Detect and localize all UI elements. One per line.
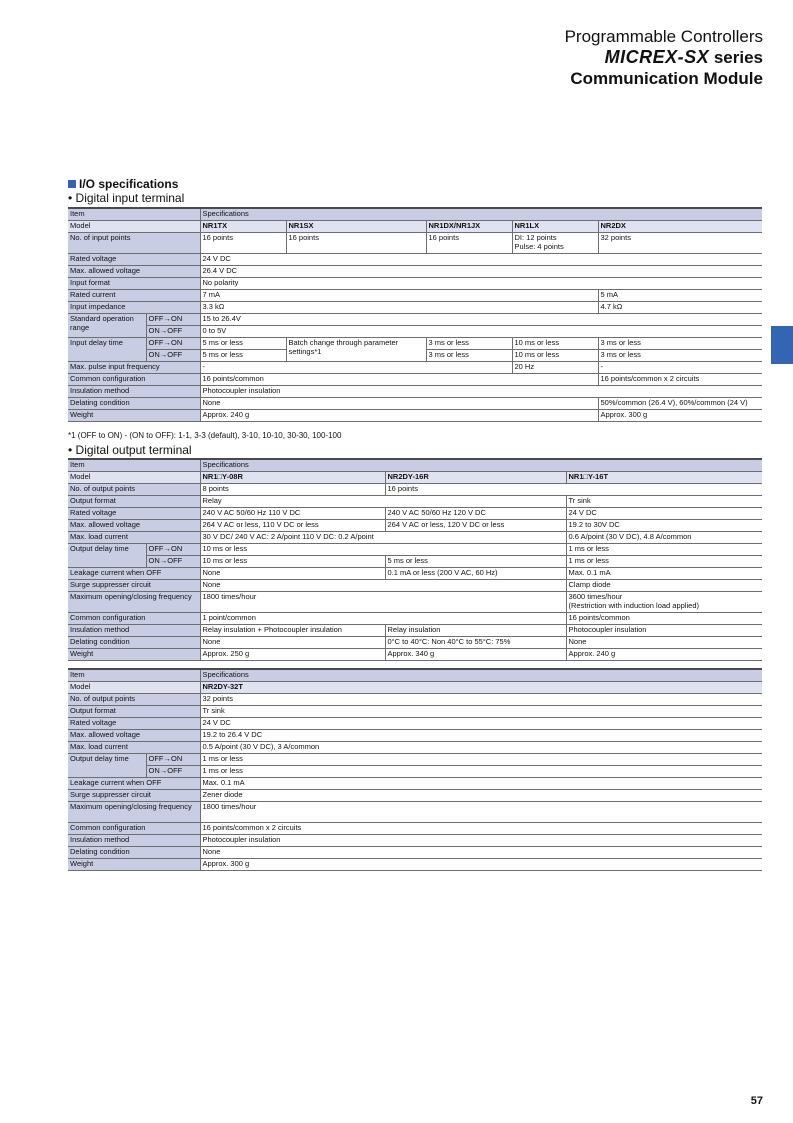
value-cell: 50%/common (26.4 V), 60%/common (24 V) [598,398,762,410]
value-cell: 1 point/common [200,613,566,625]
table-row [68,302,762,314]
model-cell: NR1SX [286,221,426,233]
digital-output-table [68,458,762,661]
value-cell: 4.7 kΩ [598,302,762,314]
table-row [68,718,762,730]
table-row [68,496,762,508]
value-cell: 3.3 kΩ [200,302,598,314]
value-cell: Tr sink [566,496,762,508]
row-label: No. of output points [68,694,200,706]
value-cell: 10 ms or less [512,338,598,350]
value-cell: Clamp diode [566,580,762,592]
value-cell: 0.6 A/point (30 V DC), 4.8 A/common [566,532,762,544]
row-label: Input format [68,278,200,290]
value-cell: 10 ms or less [512,350,598,362]
row-label: Model [68,682,200,694]
value-cell: Relay insulation [385,625,566,637]
model-cell: NR1DX/NR1JX [426,221,512,233]
value-cell: 5 ms or less [200,350,286,362]
digital-input-title: • Digital input terminal [68,191,185,205]
table-row [68,742,762,754]
value-cell: 32 points [598,233,762,254]
row-label: Output format [68,496,200,508]
table-row [68,508,762,520]
value-cell: Max. 0.1 mA [200,778,762,790]
table-row [68,290,762,302]
table-row [68,233,762,254]
table-row [68,730,762,742]
row-label: Model [68,221,200,233]
value-cell: 5 mA [598,290,762,302]
row-label: Max. allowed voltage [68,266,200,278]
value-cell: 26.4 V DC [200,266,762,278]
value-cell: 0.5 A/point (30 V DC), 3 A/common [200,742,762,754]
row-label: Standard operation range [68,314,146,338]
value-cell: None [566,637,762,649]
value-cell: 10 ms or less [200,544,566,556]
value-cell: Approx. 300 g [598,410,762,422]
row-label: Maximum opening/closing frequency [68,592,200,613]
table-row [68,613,762,625]
value-cell: 16 points/common x 2 circuits [200,823,762,835]
row-label: Max. load current [68,742,200,754]
row-label: Model [68,472,200,484]
table-row [68,778,762,790]
row-label: No. of input points [68,233,200,254]
value-cell: Relay insulation + Photocoupler insulation [200,625,385,637]
spec-header: Specifications [200,459,762,472]
value-cell: 8 points [200,484,385,496]
value-cell: Relay [200,496,566,508]
row-label: No. of output points [68,484,200,496]
brand-logo: MICREX-SX [604,47,710,67]
section-square-icon [68,180,76,188]
header-category: Programmable Controllers [564,27,763,46]
digital-output-table-32t [68,668,762,871]
value-cell: 3 ms or less [426,338,512,350]
value-line: Pulse: 4 points [514,241,564,251]
value-cell: 16 points/common [566,613,762,625]
value-cell: 19.2 to 26.4 V DC [200,730,762,742]
table-row [68,254,762,266]
value-cell: None [200,398,598,410]
table-row [68,472,762,484]
row-label: Weight [68,859,200,871]
table-row [68,484,762,496]
table-row [68,568,762,580]
table-row [68,208,762,221]
value-cell: Photocoupler insulation [200,386,762,398]
table-row [68,754,762,766]
row-label: Output delay time [68,544,146,568]
table-row [68,374,762,386]
value-cell: 16 points/common x 2 circuits [598,374,762,386]
value-cell: 1800 times/hour [200,802,762,823]
value-cell: 16 points [286,233,426,254]
row-label: Leakage current when OFF [68,778,200,790]
value-cell: 3 ms or less [598,338,762,350]
value-cell: Approx. 240 g [566,649,762,661]
table-row [68,221,762,233]
value-cell: 32 points [200,694,762,706]
table-row [68,459,762,472]
value-cell: 240 V AC 50/60 Hz 110 V DC [200,508,385,520]
row-label: Max. load current [68,532,200,544]
row-label: Max. allowed voltage [68,730,200,742]
header-series [565,47,763,68]
row-label: Weight [68,649,200,661]
table-row [68,706,762,718]
table-row [68,398,762,410]
digital-output-title: • Digital output terminal [68,443,192,457]
value-cell: None [200,637,385,649]
value-cell: 16 points/common [200,374,598,386]
table-row [68,326,762,338]
sub-label: OFF→ON [146,544,200,556]
value-cell: 10 ms or less [200,556,385,568]
table-row [68,694,762,706]
value-cell: 5 ms or less [385,556,566,568]
value-cell: None [200,847,762,859]
table-row [68,362,762,374]
row-label: Common configuration [68,374,200,386]
row-label: Leakage current when OFF [68,568,200,580]
table-row [68,649,762,661]
value-line: (Restriction with induction load applied) [568,600,699,610]
table-row [68,520,762,532]
value-cell [566,592,762,613]
row-label: Insulation method [68,835,200,847]
value-cell: 15 to 26.4V [200,314,762,326]
row-label: Input impedance [68,302,200,314]
table-row [68,544,762,556]
table-row [68,790,762,802]
row-label: Max. pulse input frequency [68,362,200,374]
footnote: *1 (OFF to ON) - (ON to OFF): 1-1, 3-3 (default), 3-10, 10-10, 30-30, 100-100 [68,431,342,440]
value-cell: Max. 0.1 mA [566,568,762,580]
table-row [68,278,762,290]
row-label: Output format [68,706,200,718]
model-cell: NR1□Y-16T [566,472,762,484]
model-cell: NR2DY-16R [385,472,566,484]
value-cell: 1 ms or less [566,544,762,556]
table-row [68,847,762,859]
section-title [68,177,178,191]
table-row [68,859,762,871]
value-cell: 240 V AC 50/60 Hz 120 V DC [385,508,566,520]
sub-label: ON→OFF [146,350,200,362]
value-cell: Approx. 340 g [385,649,566,661]
sub-label: OFF→ON [146,754,200,766]
table-row [68,637,762,649]
row-label: Delating condition [68,847,200,859]
spec-header: Specifications [200,669,762,682]
row-label: Insulation method [68,625,200,637]
table-row [68,410,762,422]
value-cell: 264 V AC or less, 120 V DC or less [385,520,566,532]
sub-label: ON→OFF [146,766,200,778]
value-cell: 5 ms or less [200,338,286,350]
model-cell: NR2DX [598,221,762,233]
section-title-text: I/O specifications [79,177,179,191]
value-cell: 0°C to 40°C: Non 40°C to 55°C: 75% [385,637,566,649]
row-label: Maximum opening/closing frequency [68,802,200,823]
table-row [68,592,762,613]
row-label: Input delay time [68,338,146,362]
item-header: Item [68,669,200,682]
row-label: Delating condition [68,398,200,410]
row-label: Surge suppresser circuit [68,580,200,592]
value-cell: - [200,362,512,374]
row-label: Weight [68,410,200,422]
row-label: Rated voltage [68,508,200,520]
value-cell: 1 ms or less [200,754,762,766]
table-row [68,580,762,592]
value-cell: - [598,362,762,374]
table-row [68,802,762,823]
value-cell: 16 points [426,233,512,254]
value-cell: 1 ms or less [200,766,762,778]
value-cell: Photocoupler insulation [566,625,762,637]
model-cell: NR2DY-32T [200,682,762,694]
value-cell: 0.1 mA or less (200 V AC, 60 Hz) [385,568,566,580]
value-cell: 16 points [385,484,762,496]
spec-header: Specifications [200,208,762,221]
value-cell: 19.2 to 30V DC [566,520,762,532]
row-label: Common configuration [68,823,200,835]
value-cell: Batch change through parameter settings*1 [286,338,426,362]
row-label: Insulation method [68,386,200,398]
sub-label: OFF→ON [146,314,200,326]
table-row [68,556,762,568]
value-cell: 16 points [200,233,286,254]
table-row [68,386,762,398]
item-header: Item [68,459,200,472]
value-cell: 30 V DC/ 240 V AC: 2 A/point 110 V DC: 0.2 A/point [200,532,566,544]
sub-label: ON→OFF [146,326,200,338]
table-row [68,766,762,778]
row-label: Surge suppresser circuit [68,790,200,802]
value-cell: Approx. 250 g [200,649,385,661]
row-label: Max. allowed voltage [68,520,200,532]
model-cell: NR1LX [512,221,598,233]
table-row [68,338,762,350]
model-cell: NR1□Y-08R [200,472,385,484]
series-label: series [709,48,763,67]
table-row [68,682,762,694]
digital-input-table [68,207,762,422]
value-cell: 1 ms or less [566,556,762,568]
header-product: Communication Module [570,69,763,88]
value-cell: No polarity [200,278,762,290]
value-cell: 20 Hz [512,362,598,374]
value-cell: 24 V DC [200,718,762,730]
value-cell: 3 ms or less [598,350,762,362]
table-row [68,314,762,326]
table-row [68,669,762,682]
item-header: Item [68,208,200,221]
table-row [68,532,762,544]
value-cell: None [200,568,385,580]
table-row [68,625,762,637]
value-cell: Zener diode [200,790,762,802]
value-cell: 1800 times/hour [200,592,566,613]
model-cell: NR1TX [200,221,286,233]
page-number: 57 [750,1095,763,1107]
row-label: Rated voltage [68,718,200,730]
page-header [565,26,763,89]
value-line: DI: 12 points [514,233,557,242]
value-cell: Approx. 300 g [200,859,762,871]
row-label: Common configuration [68,613,200,625]
side-tab-marker [771,326,793,364]
value-cell: 7 mA [200,290,598,302]
row-label: Rated voltage [68,254,200,266]
value-cell: 24 V DC [200,254,762,266]
value-cell: 264 V AC or less, 110 V DC or less [200,520,385,532]
row-label: Delating condition [68,637,200,649]
row-label: Rated current [68,290,200,302]
value-cell: Photocoupler insulation [200,835,762,847]
value-cell: None [200,580,566,592]
value-cell: 24 V DC [566,508,762,520]
value-cell: 3 ms or less [426,350,512,362]
value-line: 3600 times/hour [568,592,623,601]
value-cell: 0 to 5V [200,326,762,338]
value-cell [512,233,598,254]
value-cell: Tr sink [200,706,762,718]
value-cell: Approx. 240 g [200,410,598,422]
table-row [68,823,762,835]
sub-label: ON→OFF [146,556,200,568]
table-row [68,266,762,278]
table-row [68,835,762,847]
sub-label: OFF→ON [146,338,200,350]
row-label: Output delay time [68,754,146,778]
